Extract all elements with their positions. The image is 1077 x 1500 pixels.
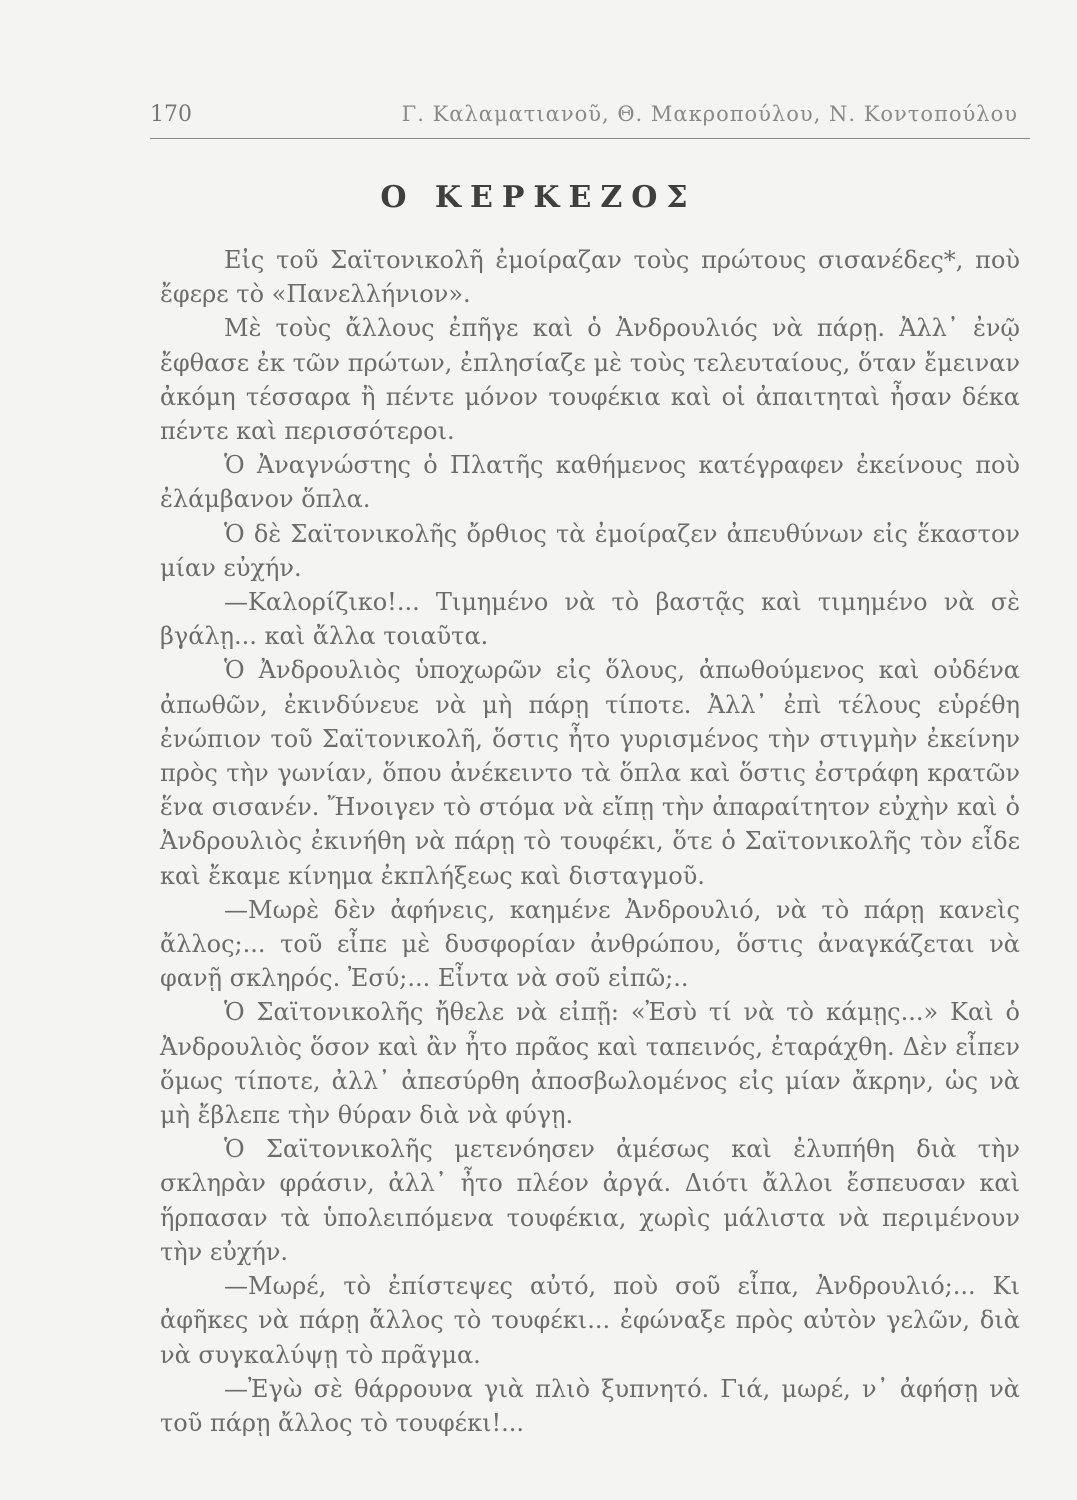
page-header bbox=[150, 102, 1030, 139]
page-number: 170 bbox=[150, 102, 192, 127]
paragraph: Ὁ Ἀναγνώστης ὁ Πλατῆς καθήμενος κατέγραφεν ἐκείνους ποὺ ἐλάμβανον ὅπλα. bbox=[160, 451, 1020, 514]
running-head: Γ. Καλαματιανοῦ, Θ. Μακροπούλου, Ν. Κοντοπούλου bbox=[401, 102, 1018, 126]
paragraph: —Μωρέ, τὸ ἐπίστεψες αὐτό, ποὺ σοῦ εἶπα, Ἀνδρουλιό;... Κι ἀφῆκες νὰ πάρῃ ἄλλος τὸ τουφέκι... ἐφώναξε πρὸς αὐτὸν γελῶν, διὰ νὰ συγκαλύψῃ τὸ πρᾶγμα. bbox=[160, 1272, 1020, 1369]
paragraph: Μὲ τοὺς ἄλλους ἐπῆγε καὶ ὁ Ἀνδρουλιός νὰ πάρῃ. Ἀλλ᾿ ἐνῷ ἔφθασε ἐκ τῶν πρώτων, ἐπλησίαζε μὲ τοὺς τελευταίους, ὅταν ἔμειναν ἀκόμη τέσσαρα ἢ πέντε μόνον τουφέκια καὶ οἱ ἀπαιτηταὶ ἦσαν δέκα πέντε καὶ περισσότεροι. bbox=[160, 314, 1020, 446]
paragraph: Ὁ Ἀνδρουλιὸς ὑποχωρῶν εἰς ὅλους, ἀπωθούμενος καὶ οὐδένα ἀπωθῶν, ἐκινδύνευε νὰ μὴ πάρῃ τίποτε. Ἀλλ᾿ ἐπὶ τέλους εὑρέθη ἐνώπιον τοῦ Σαϊτονικολῆ, ὅστις ἦτο γυρισμένος τὴν στιγμὴν ἐκείνην πρὸς τὴν γωνίαν, ὅπου ἀνέκειντο τὰ ὅπλα καὶ ὅστις ἐστράφη κρατῶν ἕνα σισανέν. Ἤνοιγεν τὸ στόμα νὰ εἴπῃ τὴν ἀπαραίτητον εὐχὴν καὶ ὁ Ἀνδρουλιὸς ἐκινήθη νὰ πάρῃ τὸ τουφέκι, ὅτε ὁ Σαϊτονικολῆς τὸν εἶδε καὶ ἔκαμε κίνημα ἐκπλήξεως καὶ δισταγμοῦ. bbox=[160, 656, 1020, 890]
paragraph: —Μωρὲ δὲν ἀφήνεις, καημένε Ἀνδρουλιό, νὰ τὸ πάρῃ κανεὶς ἄλλος;... τοῦ εἶπε μὲ δυσφορίαν ἀνθρώπου, ὅστις ἀναγκάζεται νὰ φανῇ σκληρός. Ἐσύ;... Εἶντα νὰ σοῦ εἰπῶ;.. bbox=[160, 895, 1020, 993]
paragraph: Ὁ Σαϊτονικολῆς μετενόησεν ἀμέσως καὶ ἐλυπήθη διὰ τὴν σκληρὰν φράσιν, ἀλλ᾿ ἦτο πλέον ἀργά. Διότι ἄλλοι ἔσπευσαν καὶ ἥρπασαν τὰ ὑπολειπόμενα τουφέκια, χωρὶς μάλιστα νὰ περιμένουν τὴν εὐχήν. bbox=[160, 1135, 1020, 1266]
paragraph: —Ἐγὼ σὲ θάρρουνα γιὰ πλιὸ ξυπνητό. Γιά, μωρέ, ν᾿ ἀφήσῃ νὰ τοῦ πάρῃ ἄλλος τὸ τουφέκι!... bbox=[160, 1374, 1020, 1437]
paragraph: Εἰς τοῦ Σαϊτονικολῆ ἐμοίραζαν τοὺς πρώτους σισανέδες*, ποὺ ἔφερε τὸ «Πανελλήνιον». bbox=[160, 246, 1020, 309]
body-text bbox=[160, 243, 1020, 1440]
paragraph: Ὁ δὲ Σαϊτονικολῆς ὄρθιος τὰ ἐμοίραζεν ἀπευθύνων εἰς ἕκαστον μίαν εὐχήν. bbox=[160, 519, 1020, 582]
chapter-title: Ο ΚΕΡΚΕΖΟΣ bbox=[380, 180, 697, 215]
paragraph: —Καλορίζικο!... Τιμημένο νὰ τὸ βαστᾷς καὶ τιμημένο νὰ σὲ βγάλῃ... καὶ ἄλλα τοιαῦτα. bbox=[160, 588, 1020, 651]
paragraph: Ὁ Σαϊτονικολῆς ἤθελε νὰ εἰπῇ: «Ἐσὺ τί νὰ τὸ κάμῃς...» Καὶ ὁ Ἀνδρουλιὸς ὅσον καὶ ἂν ἦτο πρᾶος καὶ ταπεινός, ἐταράχθη. Δὲν εἶπεν ὅμως τίποτε, ἀλλ᾿ ἀπεσύρθη ἀποσβωλομένος εἰς μίαν ἄκρην, ὡς νὰ μὴ ἔβλεπε τὴν θύραν διὰ νὰ φύγῃ. bbox=[160, 998, 1020, 1130]
